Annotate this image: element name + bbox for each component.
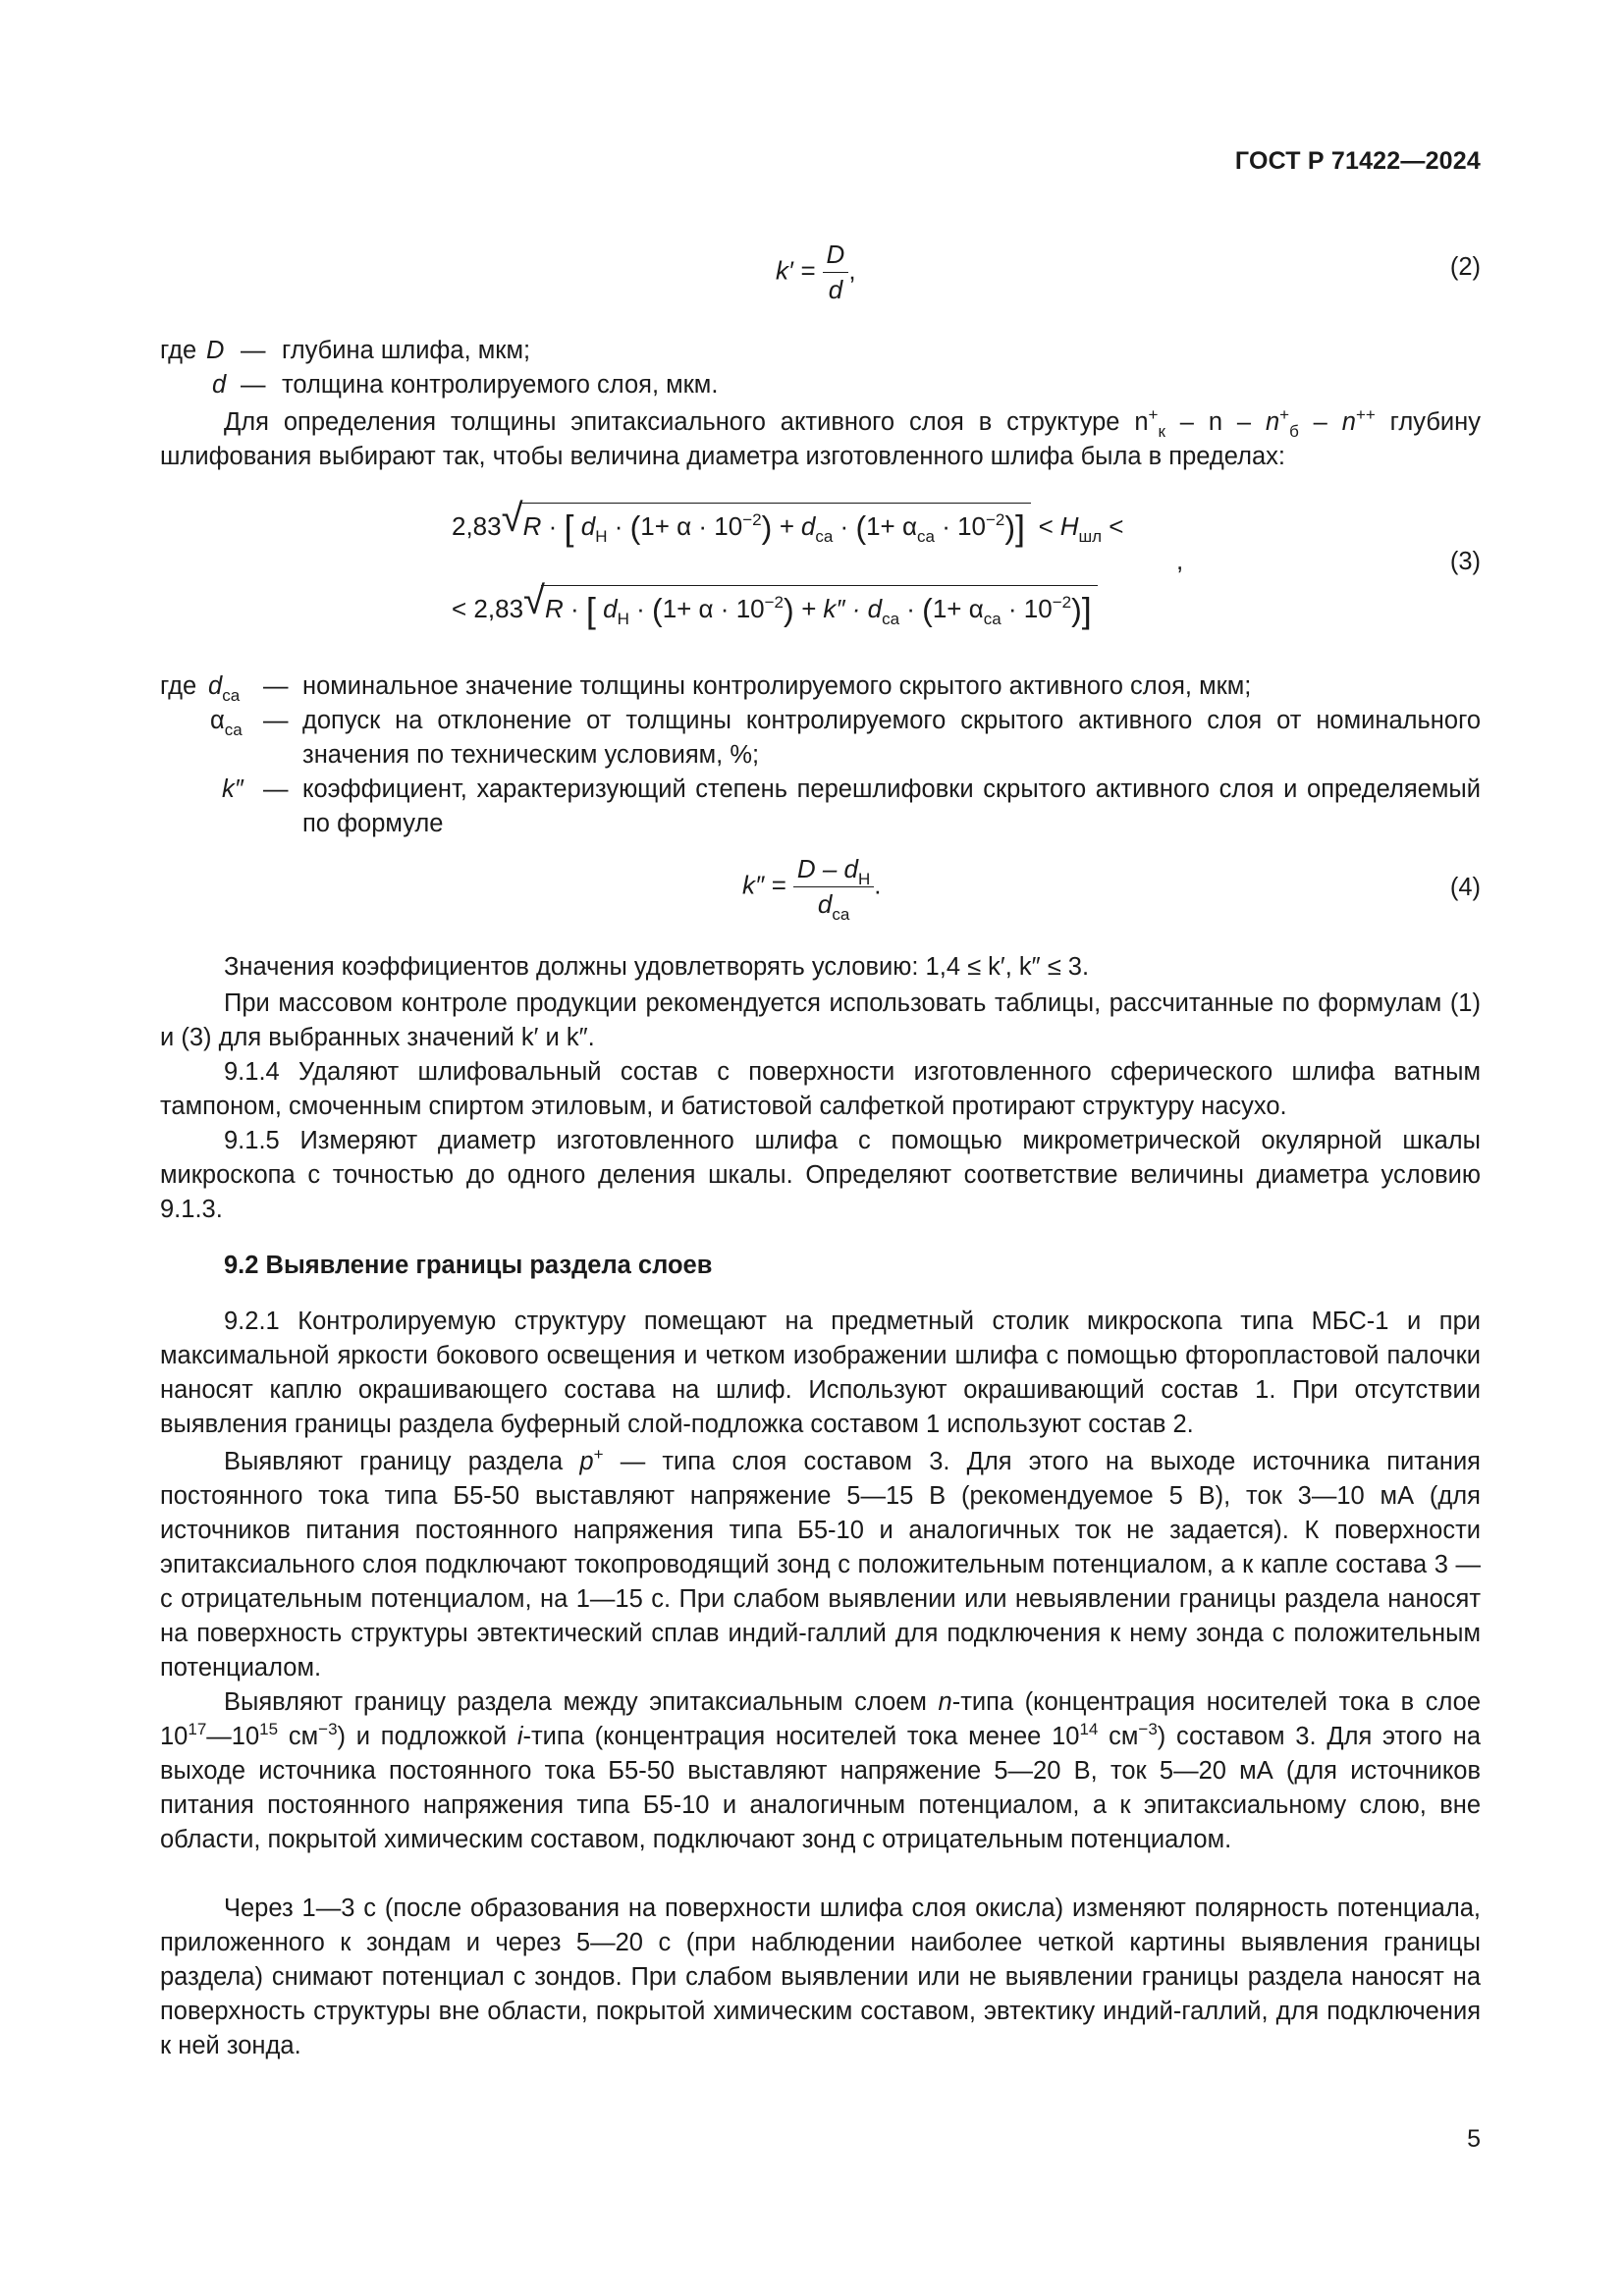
formula-2-denominator: d xyxy=(828,275,843,304)
paragraph-polarity: Через 1—3 с (после образования на поверхности шлифа слоя окисла) изменяют полярность потенциала, приложенного к зондам и через 5—20 с (при наблюдении наиболее четкой картины выявления границы раздела) снимают потенциал с зондов. При слабом выявлении или не выявлении границы раздела наносят на поверхность структуры вне области, покрытой химическим составом, эвтектику индий-галлий, для подключения к ней зонда. xyxy=(160,1895,1481,2059)
definition-dash: — xyxy=(241,337,266,364)
formula-3-line-2: < 2,83 √ R · [ $d_Н \cdot (1+ \alpha \cdot 10^{-2}) + k'' \cdot d_{са} \cdot (1+ \alpha_{са} \cdot 10^{-2})$] xyxy=(452,585,1098,631)
formula-2-lhs: k′ = xyxy=(776,255,816,286)
definition-dca: где $d_{са}$ — номинальное значение толщины контролируемого скрытого активного слоя, мкм; xyxy=(160,672,1252,705)
formula-2-fraction xyxy=(823,240,849,305)
formula-2 xyxy=(776,240,856,305)
formula-2-numerator: D xyxy=(823,240,849,273)
paragraph-p-type: Выявляют границу раздела p+ — типа слоя составом 3. Для этого на выходе источника питания постоянного тока типа Б5-50 выставляют напряжение 5—15 В (рекомендуемое 5 В), ток 3—10 мА (для источников питания постоянного напряжения типа Б5-10 и аналогичных ток не задается). К поверхности эпитаксиального слоя подключают токопроводящий зонд с положительным потенциалом, а к капле состава 3 — с отрицательным потенциалом, на 1—15 с. При слабом выявлении или невыявлении границы раздела наносят на поверхность структуры эвтектический сплав индий-галлий для подключения к нему зонда с положительным потенциалом. xyxy=(160,1445,1481,1682)
formula-3-line-1: 2,83 √ R · [ $d_Н \cdot (1+ \alpha \cdot 10^{-2}) + d_{са} \cdot (1+ \alpha_{са} \cdot 10^{-2})] < H_{шл}$ < xyxy=(452,497,1124,548)
definition-text: толщина контролируемого слоя, мкм. xyxy=(282,371,719,399)
page-number: 5 xyxy=(1467,2125,1481,2153)
definition-dash: — xyxy=(241,371,266,399)
formula-4: k″ = $\frac{D - d_Н}{d_{са}}$ . xyxy=(742,854,882,924)
formula-3-number: (3) xyxy=(1449,548,1481,575)
formula-4-number: (4) xyxy=(1449,874,1481,901)
definition-term: D xyxy=(206,337,225,364)
document-code: ГОСТ Р 71422—2024 xyxy=(1234,147,1481,175)
sqrt-symbol: √ R · [ $d_Н \cdot (1+ \alpha \cdot 10^{-2}) + k'' \cdot d_{са} \cdot (1+ \alpha_{са} \cdot 10^{-2})$] xyxy=(523,585,1098,631)
definition-text: глубина шлифа, мкм; xyxy=(282,337,531,364)
paragraph-n-type: Выявляют границу раздела между эпитаксиальным слоем n-типа (концентрация носителей тока в слое $10^{17}—10^{15}$ $см^{-3}$) и подложкой i-типа (концентрация носителей тока менее $10^{14}$ $см^{-3}$) составом 3. Для этого на выходе источника постоянного тока Б5-50 выставляют напряжение 5—20 В, ток 5—20 мА (для источников питания постоянного напряжения типа Б5-10 и аналогичным потенциалом, а к эпитаксиальному слою, вне области, покрытой химическим составом, подключают зонд с отрицательным потенциалом. xyxy=(160,1688,1481,1853)
formula-2-number: (2) xyxy=(1449,253,1481,281)
paragraph-9-2-1: 9.2.1 Контролируемую структуру помещают на предметный столик микроскопа типа МБС-1 и при максимальной яркости бокового освещения и четком изображении шлифа с помощью фторопластовой палочки наносят каплю окрашивающего состава на шлиф. Используют окрашивающий состав 1. При отсутствии выявления границы раздела буферный слой-подложка составом 1 используют состав 2. xyxy=(160,1308,1481,1438)
paragraph-9-1-5: 9.1.5 Измеряют диаметр изготовленного шлифа с помощью микрометрической окулярной шкалы микроскопа с точностью до одного деления шкалы. Определяют соответствие величины диаметра условию 9.1.3. xyxy=(160,1127,1481,1223)
formula-3-comma: , xyxy=(1176,546,1184,575)
paragraph-condition: Значения коэффициентов должны удовлетворять условию: 1,4 ≤ k′, k″ ≤ 3. xyxy=(224,953,1090,981)
definition-k2: k″ — коэффициент, характеризующий степень перешлифовки скрытого активного слоя и определяемый по формуле xyxy=(222,775,1481,837)
paragraph-9-1-4: 9.1.4 Удаляют шлифовальный состав с поверхности изготовленного сферического шлифа ватным тампоном, смоченным спиртом этиловым, и батистовой салфеткой протирают структуру насухо. xyxy=(160,1058,1481,1120)
paragraph-mass-control: При массовом контроле продукции рекомендуется использовать таблицы, рассчитанные по формулам (1) и (3) для выбранных значений k′ и k″. xyxy=(160,989,1481,1051)
formula-4-fraction: $\frac{D - d_Н}{d_{са}}$ xyxy=(793,854,874,920)
section-heading-9-2: 9.2 Выявление границы раздела слоев xyxy=(224,1252,713,1279)
paragraph-intro: Для определения толщины эпитаксиального активного слоя в структуре $n^+_к$ – n – $n^+_б - n^{++}$ глубину шлифования выбирают так, чтобы величина диаметра изготовленного шлифа была в пределах: xyxy=(160,405,1482,470)
definition-lead: где xyxy=(160,337,197,364)
definition-alpha-ca: $\alpha_{са}$ — допуск на отклонение от толщины контролируемого скрытого активного слоя от номинального значения по техническим условиям, %; xyxy=(210,707,1481,769)
formula-2-tail: , xyxy=(848,255,856,286)
definition-term: d xyxy=(212,371,227,399)
sqrt-symbol: √ R · [ $d_Н \cdot (1+ \alpha \cdot 10^{-2}) + d_{са} \cdot (1+ \alpha_{са} \cdot 10^{-2})$] xyxy=(502,503,1031,549)
